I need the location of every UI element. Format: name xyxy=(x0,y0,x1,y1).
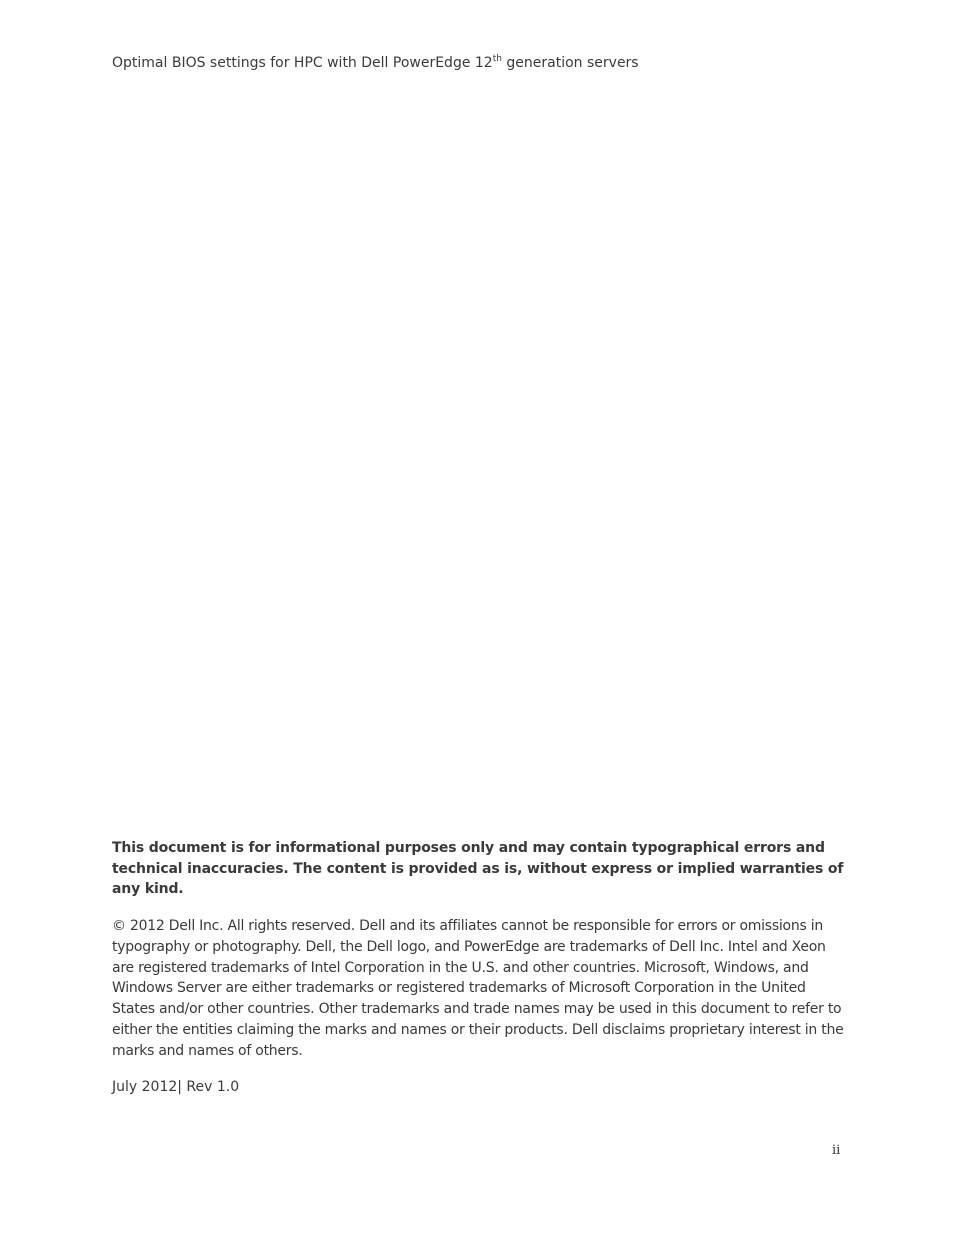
header-title-main: Optimal BIOS settings for HPC with Dell PowerEdge 12 xyxy=(112,55,493,71)
page-number: ii xyxy=(832,1143,841,1158)
header-title-suffix: generation servers xyxy=(501,55,639,71)
copyright-paragraph: © 2012 Dell Inc. All rights reserved. Dell and its affiliates cannot be responsible for errors or omissions in typography or photography. Dell, the Dell logo, and PowerEdge are trademarks of Dell Inc. Intel and Xeon are registered trademarks of Intel Corporation in the U.S. and other countries. Microsoft, Windows, and Windows Server are either trademarks or registered trademarks of Microsoft Corporation in the United States and/or other countries. Other trademarks and trade names may be used in this document to refer to either the entities claiming the marks and names or their products. Dell disclaims proprietary interest in the marks and names of others. xyxy=(112,918,844,1059)
revision-info: July 2012| Rev 1.0 xyxy=(112,1079,240,1095)
disclaimer-paragraph: This document is for informational purposes only and may contain typographical errors and technical inaccuracies. The content is provided as is, without express or implied warranties of any kind. xyxy=(112,840,844,898)
header-title-superscript: th xyxy=(492,54,502,64)
page-header xyxy=(112,54,639,72)
